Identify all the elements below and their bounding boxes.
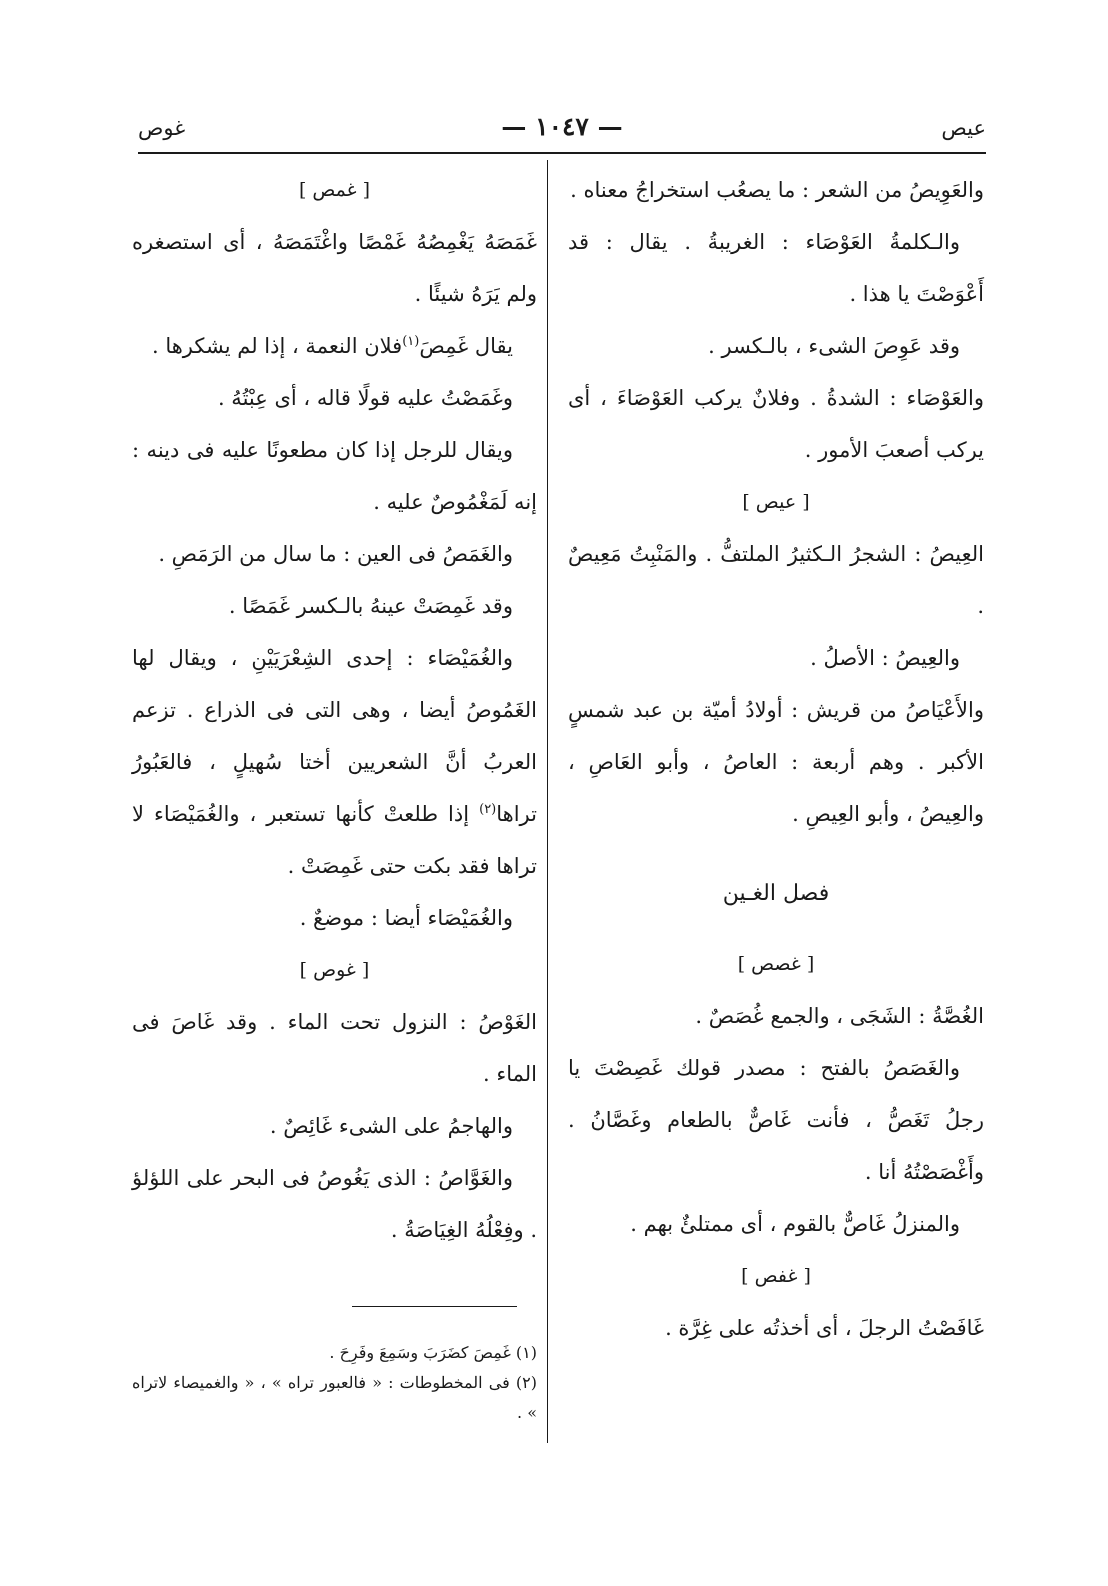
- root-heading: [ غمص ]: [298, 179, 371, 201]
- footnotes: [132, 1338, 537, 1428]
- header-rule: [138, 152, 986, 154]
- entry-paragraph: وقد عَوِصَ الشىء ، بالـكسر .: [708, 334, 960, 358]
- root-heading: [ عيص ]: [742, 491, 810, 513]
- root-heading: [ غصص ]: [737, 953, 815, 975]
- section-title: فصل الغـين: [722, 881, 830, 906]
- entry-paragraph: [132, 632, 537, 892]
- footnote: (٢) فى المخطوطات : « فالعبور تراه » ، « والغميصاء لاتراه » .: [132, 1373, 537, 1422]
- entry-paragraph: والعَوِيصُ من الشعر : ما يصعُب استخراجُ معناه .: [570, 178, 984, 202]
- footnote-rule: [352, 1306, 517, 1307]
- page-header: [138, 108, 986, 148]
- entry-paragraph: غَمَصَهُ يَغْمِصُهُ غَمْصًا واغْتَمَصَهُ ، أى استصغره ولم يَرَهُ شيئًا .: [132, 230, 537, 306]
- footnote: (١) غَمِصَ كضَرَبَ وسَمِعَ وفَرِحَ .: [329, 1343, 537, 1362]
- entry-paragraph: غَافَصْتُ الرجلَ ، أى أخذتُه على غِرَّة .: [665, 1316, 984, 1340]
- entry-paragraph: والهاجمُ على الشىء غَائِصٌ .: [269, 1114, 513, 1138]
- entry-paragraph: والمنزلُ غَاصٌّ بالقوم ، أى ممتلئٌ بهم .: [630, 1212, 960, 1236]
- page-number: — ١٠٤٧ —: [501, 112, 623, 141]
- root-heading: [ غوص ]: [299, 959, 370, 981]
- entry-paragraph: والـكلمةُ العَوْصَاء : الغريبةُ . يقال : قد أَعْوَصْتَ يا هذا .: [568, 230, 984, 306]
- entry-paragraph: وغَمَصْتُ عليه قولًا قاله ، أى عِبْتُهُ .: [217, 386, 513, 410]
- entry-text: إذا طلعتْ كأنها تستعبر ، والغُمَيْصَاء لا تراها فقد بكت حتى غَمِصَتْ .: [132, 802, 537, 878]
- entry-text: فلان النعمة ، إذا لم يشكرها .: [151, 334, 403, 358]
- entry-paragraph: والغُمَيْصَاء أيضا : موضعٌ .: [299, 906, 513, 930]
- running-head-left: غوص: [138, 116, 186, 140]
- root-heading: [ غفص ]: [741, 1265, 811, 1287]
- entry-paragraph: والعِيصُ : الأصلُ .: [810, 646, 960, 670]
- right-column: [568, 164, 984, 1354]
- footnote-marker: (٢): [479, 802, 497, 817]
- left-column: [132, 164, 537, 1256]
- entry-paragraph: والعَوْصَاء : الشدةُ . وفلانٌ يركب العَوْصَاءَ ، أى يركب أصعبَ الأمور .: [568, 386, 984, 462]
- entry-paragraph: وقد غَمِصَتْ عينهُ بالـكسر غَمَصًا .: [228, 594, 513, 618]
- entry-paragraph: الغَوْصُ : النزول تحت الماء . وقد غَاصَ فى الماء .: [132, 1010, 537, 1086]
- entry-paragraph: والغَمَصُ فى العين : ما سال من الرَمَصِ .: [158, 542, 513, 566]
- column-divider: [547, 160, 548, 1443]
- footnote-marker: (١): [402, 334, 420, 349]
- entry-paragraph: والأَعْيَاصُ من قريش : أولادُ أميّة بن عبد شمسٍ الأكبر . وهم أربعة : العاصُ ، وأبو العَاصِ ، والعِيصُ ، وأبو العِيصِ .: [568, 698, 984, 826]
- entry-paragraph: الغُصَّةُ : الشَجَى ، والجمع غُصَصٌ .: [695, 1004, 984, 1028]
- entry-paragraph: ويقال للرجل إذا كان مطعونًا عليه فى دينه : إنه لَمَغْمُوصٌ عليه .: [132, 438, 537, 514]
- entry-text: والغُمَيْصَاء : إحدى الشِعْرَيَيْنِ ، ويقال لها الغَمُوصُ أيضا ، وهى التى فى الذراع . تزعم العربُ أنَّ الشعريين أختا سُهيلٍ ، فالعَبُورُ تراها: [132, 646, 537, 826]
- entry-text: يقال غَمِصَ: [419, 334, 513, 358]
- entry-paragraph: [132, 320, 537, 372]
- entry-paragraph: العِيصُ : الشجرُ الـكثيرُ الملتفُّ . والمَنْبِتُ مَعِيصٌ .: [568, 542, 984, 618]
- entry-paragraph: والغَوَّاصُ : الذى يَغُوصُ فى البحر على اللؤلؤ . وفِعْلُهُ الغِيَاصَةُ .: [132, 1166, 537, 1242]
- running-head-right: عيص: [941, 116, 986, 140]
- entry-paragraph: والغَصَصُ بالفتح : مصدر قولك غَصِصْتَ يا رجلُ تَغَصُّ ، فأنت غَاصٌّ بالطعام وغَصَّانُ . وأَغْصَصْتُهُ أنا .: [568, 1056, 984, 1184]
